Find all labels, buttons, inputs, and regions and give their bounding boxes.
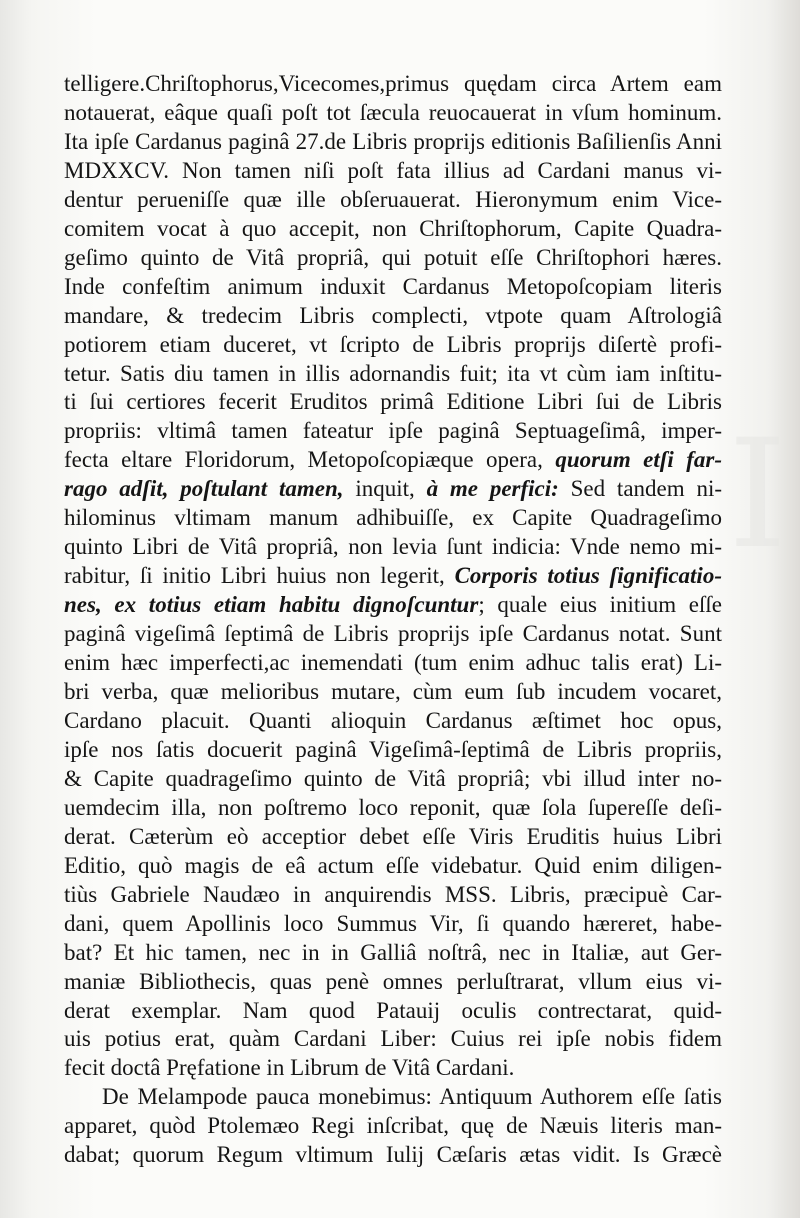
text-line [64,302,722,331]
text-line [64,1112,722,1141]
text-run: hilominus vltimam manum adhibuiſſe, ex Capite Quadrageſimo [64,505,722,531]
text-run: dani, quem Apollinis loco Summus Vir, ſi quando hæreret, habe- [64,910,722,936]
text-line [64,533,722,562]
text-line [64,765,722,794]
text-run: dentur perueniſſe quæ ille obſeruauerat. Hieronymum enim Vice- [64,186,722,212]
text-line [64,70,722,99]
text-line [64,504,722,533]
text-run: MDXXCV. Non tamen niſi poſt fata illius ad Cardani manus vi- [64,157,722,183]
text-line [64,591,722,620]
text-line [64,939,722,968]
text-run: dabat; quorum Regum vltimum Iulij Cæſaris ætas vidit. Is Græcè [64,1142,722,1168]
text-line [64,997,722,1026]
text-run: ipſe nos ſatis docuerit paginâ Vigeſimâ-ſeptimâ de Libris propriis, [64,736,722,762]
text-run: Inde confeſtim animum induxit Cardanus Metopoſcopiam literis [64,273,722,299]
text-line [64,823,722,852]
text-run: inquit, [343,476,427,502]
text-run: rabitur, ſi initio Libri huius non legerit, [64,563,455,589]
text-line [64,736,722,765]
text-run: enim hæc imperfecti,ac inemendati (tum enim adhuc talis erat) Li- [64,650,722,676]
text-run: bat? Et hic tamen, nec in in Galliâ noſtrâ, nec in Italiæ, aut Ger- [64,939,722,965]
text-run: & Capite quadrageſimo quinto de Vitâ propriâ; vbi illud inter no- [64,765,722,791]
text-line [64,707,722,736]
text-run: quinto Libri de Vitâ propriâ, non levia ſunt indicia: Vnde nemo mi- [64,534,722,560]
text-run: ; quale eius initium eſſe [478,592,722,618]
text-run: uis potius erat, quàm Cardani Liber: Cuius rei ipſe nobis fidem [64,1026,722,1052]
page-text [64,70,722,1170]
text-run: tiùs Gabriele Naudæo in anquirendis MSS. Libris, præcipuè Car- [64,881,722,907]
italic-quotation: nes, ex totius etiam habitu dignoſcuntur [64,592,479,618]
text-line [64,968,722,997]
text-line [64,910,722,939]
text-line [64,678,722,707]
text-run: potiorem etiam duceret, vt ſcripto de Libris proprijs diſertè profi- [64,331,722,357]
text-run: mandare, & tredecim Libris complecti, vtpote quam Aſtrologiâ [64,302,722,328]
text-run: Editio, quò magis de eâ actum eſſe videbatur. Quid enim diligen- [64,852,722,878]
text-run: maniæ Bibliothecis, quas penè omnes perluſtrarat, vllum eius vi- [64,968,722,994]
text-run: notauerat, eâque quaſi poſt tot ſæcula reuocauerat in vſum hominum. [64,99,722,125]
italic-quotation: quorum etſi far- [555,447,722,473]
text-run: De Melampode pauca monebimus: Antiquum Authorem eſſe ſatis [102,1084,722,1110]
text-line [64,562,722,591]
text-line [64,794,722,823]
text-run: fecit doctâ Pręfatione in Librum de Vitâ Cardani. [64,1055,515,1081]
text-line [64,1054,722,1083]
margin-bleed-through: I [728,420,788,582]
text-line [64,1141,722,1170]
text-line [64,360,722,389]
text-run: Ita ipſe Cardanus paginâ 27.de Libris proprijs editionis Baſilienſis Anni [64,128,722,154]
text-run: fecta eltare Floridorum, Metopoſcopiæque opera, [64,447,556,473]
italic-quotation: rago adſit, poſtulant tamen, [64,476,344,502]
text-run: Cardano placuit. Quanti alioquin Cardanus æſtimet hoc opus, [64,707,722,733]
text-line [64,1025,722,1054]
text-line [64,881,722,910]
text-line [64,417,722,446]
text-line [64,273,722,302]
italic-quotation: à me perfici: [426,476,559,502]
text-run: ti ſui certiores fecerit Eruditos primâ Editione Libri ſui de Libris [64,389,722,415]
text-run: uemdecim illa, non poſtremo loco reponit, quæ ſola ſupereſſe deſi- [64,794,722,820]
text-line [64,157,722,186]
text-line [64,99,722,128]
text-line [64,215,722,244]
text-run: paginâ vigeſimâ ſeptimâ de Libris proprijs ipſe Cardanus notat. Sunt [64,621,722,647]
text-run: bri verba, quæ melioribus mutare, cùm eum ſub incudem vocaret, [64,679,722,705]
text-line [64,128,722,157]
italic-quotation: Corporis totius ſignificatio- [454,563,722,589]
text-run: apparet, quòd Ptolemæo Regi inſcribat, quę de Næuis literis man- [64,1113,722,1139]
text-line [64,331,722,360]
text-run: tetur. Satis diu tamen in illis adornandis fuit; ita vt cùm iam inſtitu- [64,360,722,386]
text-run: Sed tandem ni- [558,476,722,502]
text-line [64,186,722,215]
text-line [64,620,722,649]
text-run: geſimo quinto de Vitâ propriâ, qui potuit eſſe Chriſtophori hæres. [64,244,722,270]
text-run: propriis: vltimâ tamen fateatur ipſe paginâ Septuageſimâ, imper- [64,418,722,444]
text-line [64,649,722,678]
text-run: derat. Cæterùm eò acceptior debet eſſe Viris Eruditis huius Libri [64,823,722,849]
text-run: derat exemplar. Nam quod Patauij oculis contrectarat, quid- [64,997,722,1023]
text-line [64,1083,722,1112]
text-line [64,446,722,475]
text-run: telligere.Chriſtophorus,Vicecomes,primus quędam circa Artem eam [64,71,722,96]
text-line [64,244,722,273]
text-line [64,852,722,881]
text-line [64,388,722,417]
text-run: comitem vocat à quo accepit, non Chriſtophorum, Capite Quadra- [64,215,722,241]
text-line [64,475,722,504]
